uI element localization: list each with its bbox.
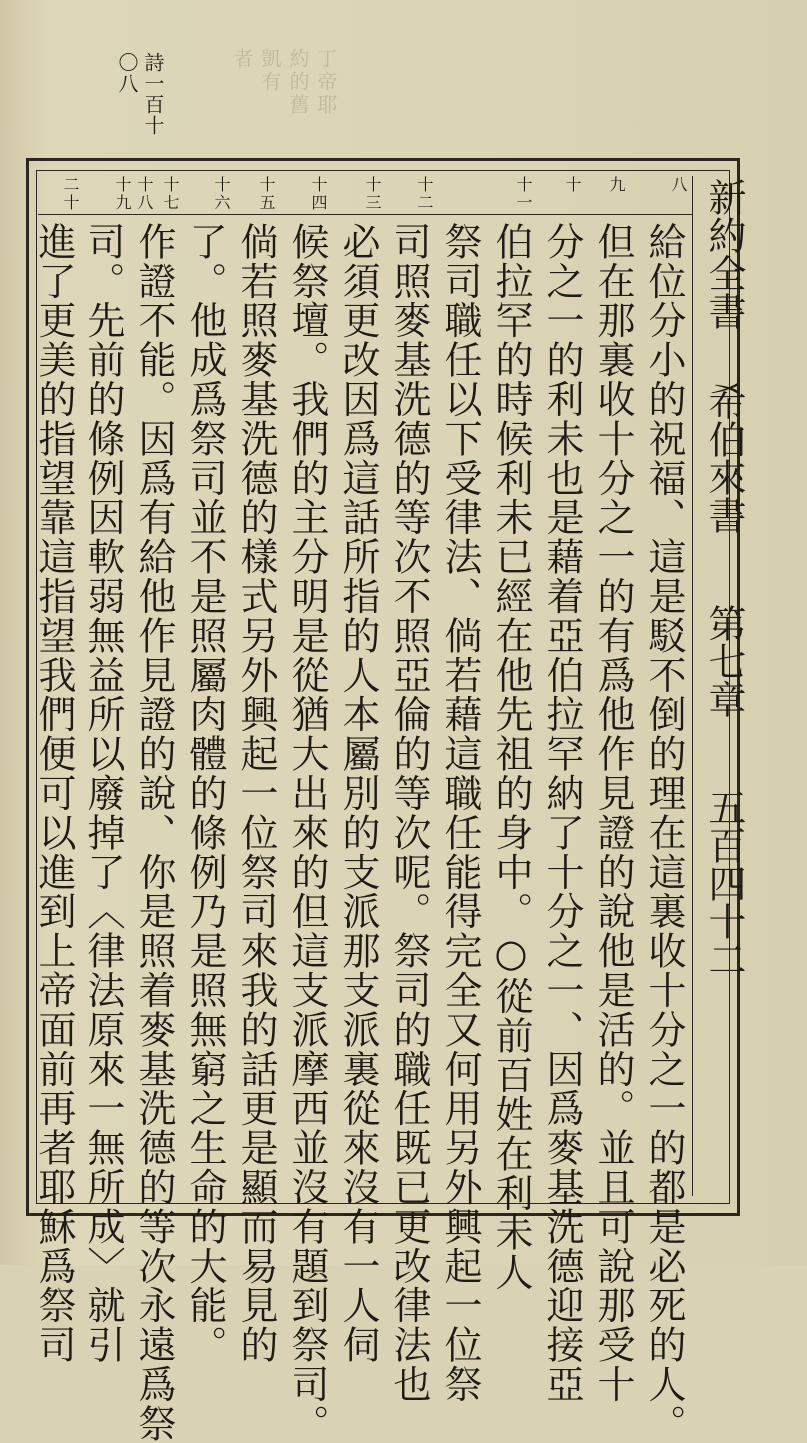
- verse-number: 十: [563, 176, 582, 194]
- verse-number: 十五: [257, 176, 276, 212]
- verse-number: 十八: [135, 176, 154, 212]
- text-column: 司。先前的條例因軟弱無益所以廢掉了〈律法原來一無所成〉就引: [81, 222, 125, 1365]
- text-column: 祭司職任以下受律法、倘若藉這職任能得完全又何用另外興起一位祭: [438, 222, 482, 1404]
- text-column: 但在那裏收十分之一的有爲他作見證的說他是活的。並且可說那受十: [591, 222, 635, 1404]
- text-column: 分之一的利未也是藉着亞伯拉罕納了十分之一、因爲麥基洗德迎接亞: [540, 222, 584, 1404]
- verse-number: 十四: [309, 176, 328, 212]
- text-column: 給位分小的祝福、這是駁不倒的理在這裏收十分之一的都是必死的人。: [642, 222, 686, 1443]
- page-number: 五百四十二: [702, 788, 746, 978]
- verse-number: 十一: [514, 176, 533, 212]
- bleed-line: 凱有: [258, 48, 282, 94]
- verse-number-row: [40, 176, 692, 212]
- text-column: 進了更美的指望靠這指望我們便可以進到上帝面前再者耶穌爲祭司: [32, 222, 76, 1365]
- running-header: [700, 178, 748, 1178]
- margin-ref-line: 〇八: [115, 52, 139, 94]
- verse-number: 十九: [113, 176, 132, 212]
- verse-number: 九: [607, 176, 626, 194]
- header-divider: [692, 176, 693, 1196]
- bleed-line: 者: [230, 48, 254, 71]
- margin-ref-line: 詩一百十: [141, 52, 165, 136]
- chapter-label: 希伯來書: [702, 382, 746, 534]
- verse-number-divider: [38, 214, 692, 215]
- book-title: 新約全書: [702, 178, 746, 330]
- text-column: 司照麥基洗德的等次不照亞倫的等次呢。祭司的職任既已更改律法也: [387, 222, 431, 1404]
- text-column: 必須更改因爲這話所指的人本屬別的支派那支派裏從來沒有一人伺: [336, 222, 380, 1365]
- verse-number: 十二: [415, 176, 434, 212]
- margin-cross-reference: [108, 52, 166, 162]
- text-column: 伯拉罕的時候利未已經在他先祖的身中。○從前百姓在利未人: [489, 222, 533, 1292]
- text-column: 倘若照麥基洗德的樣式另外興起一位祭司來我的話更是顯而易見的: [234, 222, 278, 1365]
- text-column: 了。他成爲祭司並不是照屬肉體的條例乃是照無窮之生命的大能。: [183, 222, 227, 1365]
- verse-number: 十六: [212, 176, 231, 212]
- text-column: 候祭壇。我們的主分明是從猶大出來的但這支派摩西並沒有題到祭司。: [285, 222, 329, 1443]
- bleed-through-text: [220, 48, 340, 143]
- verse-number: 二十: [61, 176, 80, 212]
- bleed-line: 丁帝耶: [314, 48, 338, 117]
- chapter-number: 第七章: [702, 604, 746, 718]
- text-column: 作證不能。因爲有給他作見證的說、你是照着麥基洗德的等次永遠爲祭: [132, 222, 176, 1443]
- bleed-line: 約的舊: [286, 48, 310, 117]
- verse-number: 十七: [161, 176, 180, 212]
- verse-number: 八: [669, 176, 688, 194]
- verse-number: 十三: [363, 176, 382, 212]
